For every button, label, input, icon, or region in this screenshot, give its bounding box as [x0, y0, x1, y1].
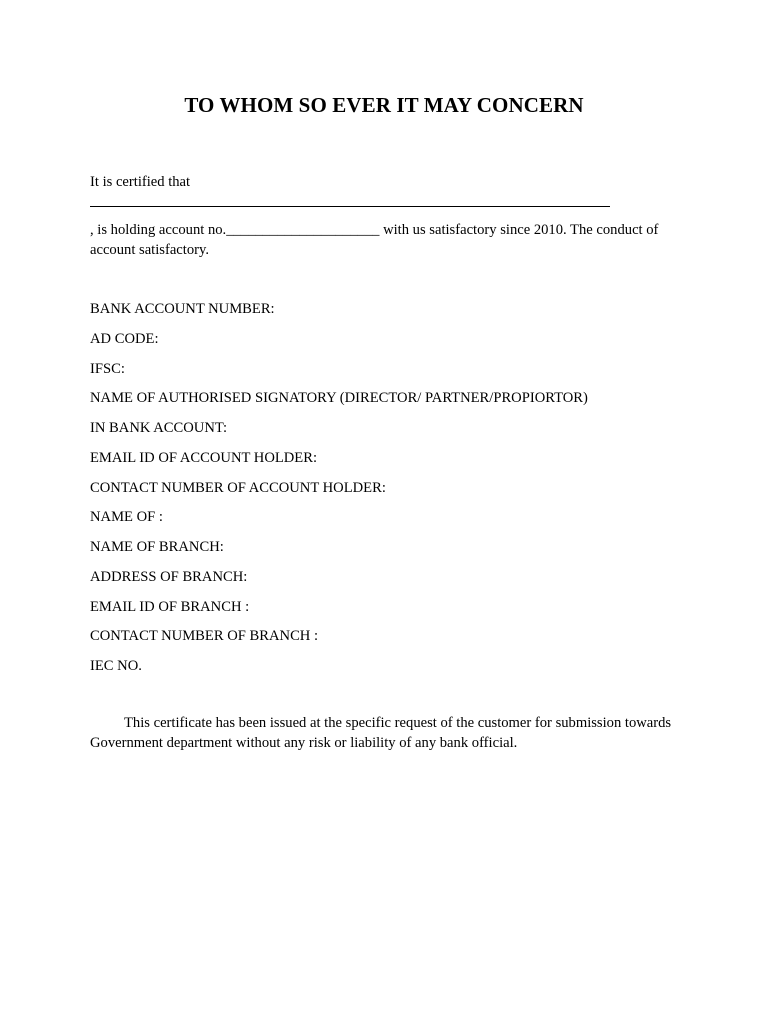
holding-statement: , is holding account no._____________________ with us satisfactory since 2010. The conduct of account satisfactory. [90, 222, 659, 258]
field-email-account-holder: EMAIL ID OF ACCOUNT HOLDER: [90, 449, 318, 466]
field-name-of: NAME OF : [90, 509, 163, 526]
field-name-of-branch: NAME OF BRANCH: [90, 539, 224, 555]
field-contact-account-holder: CONTACT NUMBER OF ACCOUNT HOLDER: [90, 479, 386, 496]
field-iec-no: IEC NO. [90, 658, 142, 674]
name-fill-line [90, 206, 610, 207]
field-list [90, 299, 710, 686]
field-bank-account-number: BANK ACCOUNT NUMBER: [90, 301, 275, 317]
field-authorised-signatory: NAME OF AUTHORISED SIGNATORY (DIRECTOR/ PARTNER/PROPIORTOR) [90, 390, 588, 407]
field-address-of-branch: ADDRESS OF BRANCH: [90, 568, 248, 585]
field-ifsc: IFSC: [90, 360, 125, 377]
certified-line: It is certified that [90, 174, 191, 190]
field-in-bank-account: IN BANK ACCOUNT: [90, 420, 228, 436]
field-ad-code: AD CODE: [90, 330, 159, 347]
field-contact-of-branch: CONTACT NUMBER OF BRANCH : [90, 628, 319, 645]
closing-paragraph: This certificate has been issued at the specific request of the customer for submission towards Government department without any risk or liability of any bank official. [90, 715, 672, 751]
field-email-of-branch: EMAIL ID OF BRANCH : [90, 598, 250, 615]
document-title: TO WHOM SO EVER IT MAY CONCERN [184, 93, 584, 117]
